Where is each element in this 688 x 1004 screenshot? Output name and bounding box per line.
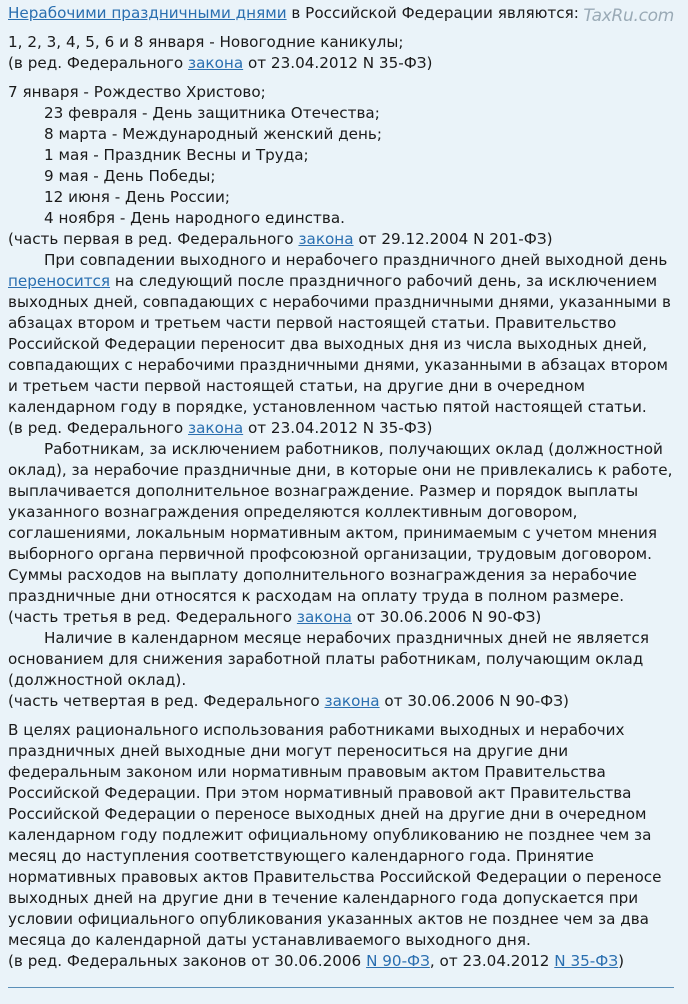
article-body — [8, 3, 678, 972]
new-year-holidays: 1, 2, 3, 4, 5, 6 и 8 января - Новогодние каникулы; — [8, 33, 404, 51]
holiday-item: 1 мая - Праздник Весны и Труда; — [44, 146, 309, 164]
law-link-35fz[interactable]: N 35-ФЗ — [554, 952, 619, 970]
amendment-note: (в ред. Федерального закона от 23.04.2012 N 35-ФЗ) — [8, 419, 433, 437]
amendment-note: (часть первая в ред. Федерального закона от 29.12.2004 N 201-ФЗ) — [8, 230, 553, 248]
holiday-item: 9 мая - День Победы; — [44, 167, 216, 185]
bottom-divider — [8, 987, 674, 988]
transfer-paragraph: При совпадении выходного и нерабочего праздничного дней выходной день переносится на следующий после праздничного рабочий день, за исключением выходных дней, совпадающих с нерабочими праздничными днями, указанными в абзацах втором и третьем части первой настоящей статьи. Правительство Российской Федерации переносит два выходных дня из числа выходных дней, совпадающих с нерабочими праздничными днями, указанными в абзацах втором и третьем части первой настоящей статьи, на другие дни в очередном календарном году в порядке, установленном частью пятой настоящей статьи. — [8, 251, 671, 416]
law-link[interactable]: закона — [188, 419, 244, 437]
transfer-link[interactable]: переносится — [8, 272, 111, 290]
amendment-note: (в ред. Федерального закона от 23.04.2012 N 35-ФЗ) — [8, 54, 433, 72]
law-link[interactable]: закона — [188, 54, 244, 72]
law-link[interactable]: закона — [298, 230, 354, 248]
christmas-line: 7 января - Рождество Христово; — [8, 83, 266, 101]
rational-use-paragraph: В целях рационального использования работниками выходных и нерабочих праздничных дней выходные дни могут переноситься на другие дни федеральным законом или нормативным правовым актом Правительства Российской Федерации. При этом нормативный правовой акт Правительства Российской Федерации о переносе выходных дней на другие дни в очередном календарном году подлежит официальному опубликованию не позднее чем за месяц до наступления соответствующего календарного года. Принятие нормативных правовых актов Правительства Российской Федерации о переносе выходных дней на другие дни в течение календарного года допускается при условии официального опубликования указанных актов не позднее чем за два месяца до календарной даты устанавливаемого выходного дня. — [8, 721, 662, 949]
amendment-note: (часть четвертая в ред. Федерального закона от 30.06.2006 N 90-ФЗ) — [8, 692, 569, 710]
holiday-item: 8 марта - Международный женский день; — [44, 125, 382, 143]
salary-paragraph: Наличие в календарном месяце нерабочих праздничных дней не является основанием для снижения заработной платы работникам, получающим оклад (должностной оклад). — [8, 629, 649, 689]
amendment-note: (в ред. Федеральных законов от 30.06.2006 N 90-ФЗ, от 23.04.2012 N 35-ФЗ) — [8, 952, 625, 970]
holiday-list — [8, 103, 678, 229]
amendment-note: (часть третья в ред. Федерального закона от 30.06.2006 N 90-ФЗ) — [8, 608, 542, 626]
law-link[interactable]: закона — [296, 608, 352, 626]
intro-line: Нерабочими праздничными днями в Российской Федерации являются: — [8, 4, 579, 22]
holiday-item: 12 июня - День России; — [44, 188, 230, 206]
non-working-holidays-link[interactable]: Нерабочими праздничными днями — [8, 4, 287, 22]
site-watermark: TaxRu.com — [583, 6, 674, 26]
law-link-90fz[interactable]: N 90-ФЗ — [366, 952, 430, 970]
holiday-item: 23 февраля - День защитника Отечества; — [44, 104, 380, 122]
law-link[interactable]: закона — [324, 692, 380, 710]
remuneration-paragraph: Работникам, за исключением работников, получающих оклад (должностной оклад), за нерабочие праздничные дни, в которые они не привлекались к работе, выплачивается дополнительное вознаграждение. Размер и порядок выплаты указанного вознаграждения определяются коллективным договором, соглашениями, локальным нормативным актом, принимаемым с учетом мнения выборного органа первичной профсоюзной организации, трудовым договором. Суммы расходов на выплату дополнительного вознаграждения за нерабочие праздничные дни относятся к расходам на оплату труда в полном размере. — [8, 440, 673, 605]
holiday-item: 4 ноября - День народного единства. — [44, 209, 345, 227]
